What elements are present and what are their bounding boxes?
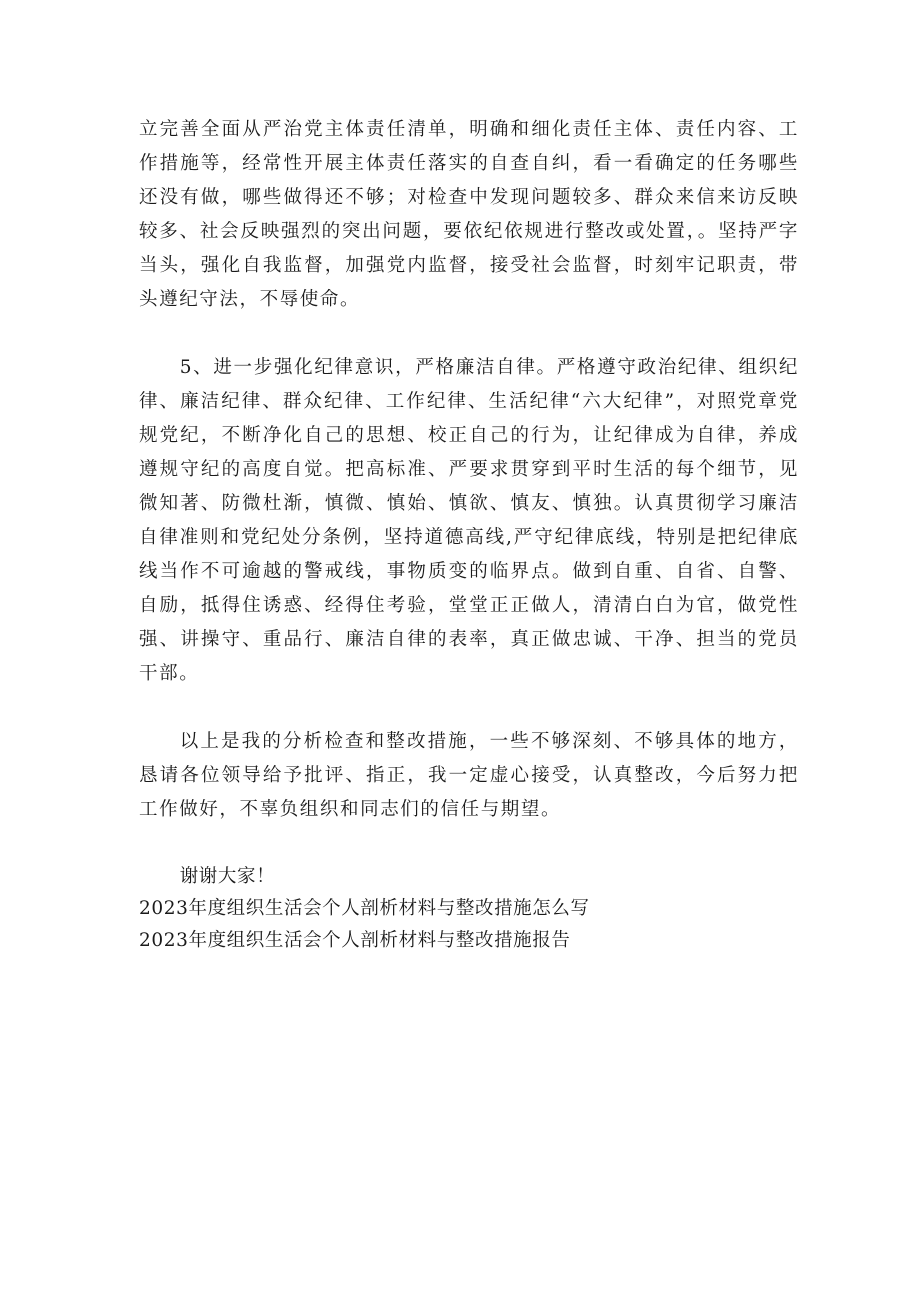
paragraph-continuation: 立完善全面从严治党主体责任清单，明确和细化责任主体、责任内容、工作措施等，经常性开展主体责任落实的自查自纠，看一看确定的任务哪些还没有做，哪些做得还不够；对检查中发现问题较多、群众来信来访反映较多、社会反映强烈的突出问题，要依纪依规进行整改或处置，。坚持严字当头，强化自我监督，加强党内监督，接受社会监督，时刻牢记职责，带头遵纪守法，不辱使命。 — [139, 119, 799, 310]
paragraph-gap — [139, 827, 799, 861]
related-link-2[interactable]: 2023年度组织生活会个人剖析材料与整改措施报告 — [139, 930, 571, 951]
paragraph-discipline: 5、进一步强化纪律意识，严格廉洁自律。严格遵守政治纪律、组织纪律、廉洁纪律、群众纪律、工作纪律、生活纪律“六大纪律”，对照党章党规党纪，不断净化自己的思想、校正自己的行为，让纪律成为自律，养成遵规守纪的高度自觉。把高标准、严要求贯穿到平时生活的每个细节，见微知著、防微杜渐，慎微、慎始、慎欲、慎友、慎独。认真贯彻学习廉洁自律准则和党纪处分条例，坚持道德高线,严守纪律底线，特别是把纪律底线当作不可逾越的警戒线，事物质变的临界点。做到自重、自省、自警、自励，抵得住诱惑、经得住考验，堂堂正正做人，清清白白为官，做党性强、讲操守、重品行、廉洁自律的表率，真正做忠诚、干净、担当的党员干部。 — [139, 357, 799, 684]
related-link-1[interactable]: 2023年度组织生活会个人剖析材料与整改措施怎么写 — [139, 898, 590, 919]
paragraph-conclusion: 以上是我的分析检查和整改措施，一些不够深刻、不够具体的地方，恳请各位领导给予批评、指正，我一定虚心接受，认真整改，今后努力把工作做好，不辜负组织和同志们的信任与期望。 — [139, 731, 799, 820]
paragraph-gap — [139, 691, 799, 725]
paragraph-gap — [139, 317, 799, 351]
closing-thanks: 谢谢大家！ — [179, 866, 276, 887]
document-body — [139, 113, 799, 957]
